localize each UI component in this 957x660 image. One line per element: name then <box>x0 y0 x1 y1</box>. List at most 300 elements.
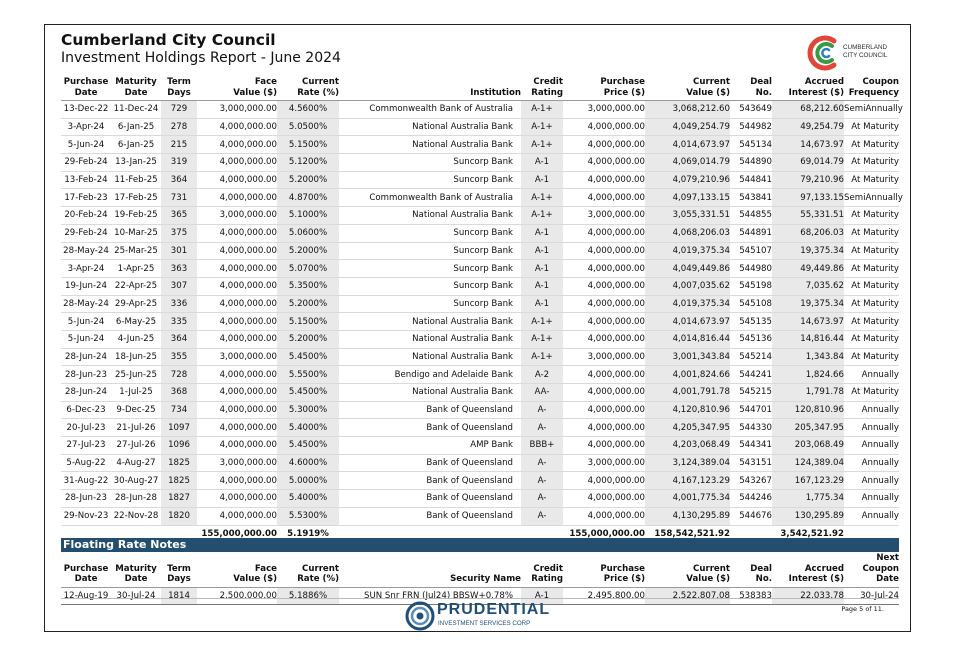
cell-credit-rating: A- <box>521 472 563 490</box>
cell-current-value: 4,079,210.96 <box>645 171 730 189</box>
cell-face-value: 4,000,000.00 <box>197 507 277 525</box>
cell-credit-rating: A-1 <box>521 242 563 260</box>
holding-row <box>61 419 899 437</box>
cell-coupon-frequency: Annually <box>844 472 899 490</box>
cell-purchase-price: 4,000,000.00 <box>563 472 645 490</box>
cell-maturity-date: 4-Jun-25 <box>111 330 161 348</box>
cell-institution: Suncorp Bank <box>339 154 521 172</box>
cell-purchase-date: 13-Feb-24 <box>61 171 111 189</box>
holding-row <box>61 454 899 472</box>
cell-maturity-date: 30-Aug-27 <box>111 472 161 490</box>
cell-deal-no: 544241 <box>730 366 772 384</box>
holding-row <box>61 277 899 295</box>
cell-current-value: 4,014,673.97 <box>645 313 730 331</box>
column-header-line: Security Name <box>450 574 521 584</box>
holding-row <box>61 437 899 455</box>
cell-face-value: 4,000,000.00 <box>197 472 277 490</box>
cell-institution: Bank of Queensland <box>339 454 521 472</box>
cell-coupon-frequency: At Maturity <box>844 348 899 366</box>
cell-institution: National Australia Bank <box>339 136 521 154</box>
column-header-line: Maturity <box>115 77 157 87</box>
cell-credit-rating: A-1+ <box>521 136 563 154</box>
cell-purchase-price: 3,000,000.00 <box>563 348 645 366</box>
column-header-line: Value ($) <box>686 87 730 98</box>
cell-face-value: 4,000,000.00 <box>197 171 277 189</box>
holding-row <box>61 171 899 189</box>
cell-credit-rating: A-1 <box>521 171 563 189</box>
cell-coupon-frequency: SemiAnnually <box>844 189 899 207</box>
column-header-line: Coupon <box>862 77 899 87</box>
cell-current-value: 4,019,375.34 <box>645 242 730 260</box>
column-header-line: Date <box>74 87 98 98</box>
cell-face-value: 4,000,000.00 <box>197 118 277 136</box>
holding-row <box>61 118 899 136</box>
cell-institution: Bendigo and Adelaide Bank <box>339 366 521 384</box>
cell-coupon-frequency: Annually <box>844 401 899 419</box>
cell-face-value: 4,000,000.00 <box>197 277 277 295</box>
column-header-line: Purchase <box>63 77 109 87</box>
cell-credit-rating: A- <box>521 490 563 508</box>
cell-purchase-date: 28-May-24 <box>61 295 111 313</box>
cell-term-days: 1096 <box>161 437 197 455</box>
cell-purchase-date: 28-Jun-23 <box>61 490 111 508</box>
cell-current-value: 3,124,389.04 <box>645 454 730 472</box>
cell-term-days: 729 <box>161 101 197 119</box>
cell-current-rate: 4.5600% <box>277 101 339 119</box>
cell-face-value: 4,000,000.00 <box>197 260 277 278</box>
column-header-purchase-price <box>563 553 645 587</box>
cell-credit-rating: A-1 <box>521 260 563 278</box>
cell-deal-no: 545107 <box>730 242 772 260</box>
cell-purchase-price: 3,000,000.00 <box>563 207 645 225</box>
cell-purchase-price: 4,000,000.00 <box>563 330 645 348</box>
column-header-line: Current <box>693 77 730 87</box>
column-header-line: Interest ($) <box>788 574 844 584</box>
cell-deal-no: 544891 <box>730 224 772 242</box>
cell-credit-rating: A-1 <box>521 277 563 295</box>
cell-current-value: 4,167,123.29 <box>645 472 730 490</box>
cell-purchase-price: 4,000,000.00 <box>563 171 645 189</box>
cell-current-rate: 5.1500% <box>277 313 339 331</box>
investment-holdings-table <box>61 77 903 543</box>
column-header-accrued-interest <box>772 553 844 587</box>
cell-institution: Commonwealth Bank of Australia <box>339 189 521 207</box>
cell-deal-no: 544701 <box>730 401 772 419</box>
holding-row <box>61 366 899 384</box>
column-header-line: Days <box>167 574 191 584</box>
cell-credit-rating: A-1+ <box>521 207 563 225</box>
report-page <box>44 24 911 632</box>
column-header-line: Accrued <box>804 77 844 87</box>
council-logo-line2: CITY COUNCIL <box>843 52 888 59</box>
cell-purchase-price: 4,000,000.00 <box>563 118 645 136</box>
cell-term-days: 365 <box>161 207 197 225</box>
cell-current-rate: 5.5500% <box>277 366 339 384</box>
column-header-face-value <box>197 553 277 587</box>
cell-maturity-date: 21-Jul-26 <box>111 419 161 437</box>
cell-deal-no: 544980 <box>730 260 772 278</box>
cell-current-rate: 5.1886% <box>277 587 339 605</box>
cell-maturity-date: 6-May-25 <box>111 313 161 331</box>
column-header-line: Deal <box>750 563 772 574</box>
cell-purchase-date: 12-Aug-19 <box>61 587 111 605</box>
prudential-name: PRUDENTIAL <box>437 601 551 618</box>
cell-current-rate: 5.0500% <box>277 118 339 136</box>
cell-face-value: 3,000,000.00 <box>197 454 277 472</box>
cell-maturity-date: 11-Feb-25 <box>111 171 161 189</box>
column-header-line: Face <box>254 563 277 574</box>
cell-credit-rating: A-1+ <box>521 189 563 207</box>
cell-institution: National Australia Bank <box>339 330 521 348</box>
column-header-current-rate <box>277 553 339 587</box>
cell-accrued-interest: 79,210.96 <box>772 171 844 189</box>
cell-maturity-date: 10-Mar-25 <box>111 224 161 242</box>
column-header-line: Current <box>302 77 339 87</box>
column-header-line: No. <box>755 87 772 98</box>
cell-deal-no: 544855 <box>730 207 772 225</box>
cell-current-value: 3,055,331.51 <box>645 207 730 225</box>
cell-institution: National Australia Bank <box>339 313 521 331</box>
cell-face-value: 4,000,000.00 <box>197 437 277 455</box>
cell-current-value: 4,001,824.66 <box>645 366 730 384</box>
cell-credit-rating: A-1+ <box>521 118 563 136</box>
column-header-line: Term <box>167 77 191 87</box>
cell-deal-no: 544676 <box>730 507 772 525</box>
frn-header-row <box>61 553 899 587</box>
cell-accrued-interest: 22,033.78 <box>772 587 844 605</box>
cell-current-rate: 5.2000% <box>277 330 339 348</box>
cell-term-days: 355 <box>161 348 197 366</box>
cell-term-days: 1825 <box>161 454 197 472</box>
cell-credit-rating: A- <box>521 419 563 437</box>
cell-face-value: 3,000,000.00 <box>197 101 277 119</box>
cell-current-value: 3,001,343.84 <box>645 348 730 366</box>
cell-current-rate: 5.0600% <box>277 224 339 242</box>
cell-deal-no: 543649 <box>730 101 772 119</box>
cell-purchase-date: 6-Dec-23 <box>61 401 111 419</box>
cell-face-value: 4,000,000.00 <box>197 490 277 508</box>
cell-credit-rating: A-1+ <box>521 330 563 348</box>
cell-institution: Suncorp Bank <box>339 171 521 189</box>
cell-accrued-interest: 130,295.89 <box>772 507 844 525</box>
cell-current-rate: 5.3500% <box>277 277 339 295</box>
cell-coupon-frequency: At Maturity <box>844 260 899 278</box>
cell-purchase-price: 4,000,000.00 <box>563 277 645 295</box>
cell-deal-no: 544341 <box>730 437 772 455</box>
prudential-logo <box>405 601 555 631</box>
column-header-accrued-interest <box>772 77 844 101</box>
cell-deal-no: 544330 <box>730 419 772 437</box>
cell-purchase-date: 20-Jul-23 <box>61 419 111 437</box>
holding-row <box>61 136 899 154</box>
cell-accrued-interest: 1,775.34 <box>772 490 844 508</box>
cell-current-rate: 5.4000% <box>277 419 339 437</box>
cell-purchase-date: 13-Dec-22 <box>61 101 111 119</box>
cell-maturity-date: 13-Jan-25 <box>111 154 161 172</box>
cell-coupon-frequency: At Maturity <box>844 242 899 260</box>
cell-credit-rating: A- <box>521 401 563 419</box>
cell-term-days: 301 <box>161 242 197 260</box>
holding-row <box>61 384 899 402</box>
cell-current-rate: 5.0700% <box>277 260 339 278</box>
cell-coupon-frequency: At Maturity <box>844 224 899 242</box>
cell-face-value: 4,000,000.00 <box>197 242 277 260</box>
cell-term-days: 1814 <box>161 587 197 605</box>
total-purchase-price: 155,000,000.00 <box>563 525 645 542</box>
column-header-line: No. <box>755 574 772 584</box>
column-header-line: Rate (%) <box>297 574 339 584</box>
column-header-face-value <box>197 77 277 101</box>
cell-term-days: 375 <box>161 224 197 242</box>
cell-purchase-date: 29-Feb-24 <box>61 224 111 242</box>
cell-coupon-frequency: Annually <box>844 490 899 508</box>
cell-maturity-date: 28-Jun-28 <box>111 490 161 508</box>
holding-row <box>61 189 899 207</box>
holding-row <box>61 507 899 525</box>
prudential-logo-mark-icon <box>405 601 435 631</box>
holding-row <box>61 330 899 348</box>
cell-coupon-frequency: Annually <box>844 454 899 472</box>
cell-purchase-date: 5-Jun-24 <box>61 136 111 154</box>
cell-purchase-price: 4,000,000.00 <box>563 507 645 525</box>
cell-term-days: 1097 <box>161 419 197 437</box>
cell-current-value: 3,068,212.60 <box>645 101 730 119</box>
total-accrued-interest: 3,542,521.92 <box>772 525 844 542</box>
cell-deal-no: 545134 <box>730 136 772 154</box>
column-header-purchase-date <box>61 77 111 101</box>
cell-coupon-frequency: Annually <box>844 366 899 384</box>
cell-accrued-interest: 167,123.29 <box>772 472 844 490</box>
cell-coupon-frequency: At Maturity <box>844 207 899 225</box>
cell-institution: Bank of Queensland <box>339 507 521 525</box>
cell-institution: Bank of Queensland <box>339 401 521 419</box>
cell-current-value: 4,097,133.15 <box>645 189 730 207</box>
cell-term-days: 1827 <box>161 490 197 508</box>
cell-deal-no: 543151 <box>730 454 772 472</box>
column-header-line: Maturity <box>115 563 157 574</box>
column-header-line: Date <box>124 574 148 584</box>
cell-current-rate: 5.1000% <box>277 207 339 225</box>
column-header-institution <box>339 77 521 101</box>
column-header-line: Price ($) <box>603 574 645 584</box>
cell-credit-rating: A-2 <box>521 366 563 384</box>
cell-coupon-frequency: At Maturity <box>844 313 899 331</box>
cell-credit-rating: A-1+ <box>521 313 563 331</box>
column-header-line: Rating <box>531 574 563 584</box>
cell-purchase-price: 4,000,000.00 <box>563 242 645 260</box>
holding-row <box>61 490 899 508</box>
column-header-line: Days <box>167 87 191 98</box>
column-header-line: Rating <box>531 87 563 98</box>
cell-coupon-frequency: Annually <box>844 507 899 525</box>
cell-maturity-date: 6-Jan-25 <box>111 118 161 136</box>
column-header-purchase-date <box>61 553 111 587</box>
column-header-line: Rate (%) <box>297 87 339 98</box>
column-header-line: Value ($) <box>233 87 277 98</box>
column-header-line: Purchase <box>600 563 645 574</box>
cell-face-value: 4,000,000.00 <box>197 295 277 313</box>
council-logo <box>807 33 903 75</box>
cell-current-value: 4,069,014.79 <box>645 154 730 172</box>
cell-face-value: 4,000,000.00 <box>197 384 277 402</box>
column-header-line: Next Coupon <box>862 553 899 574</box>
holding-row <box>61 154 899 172</box>
cell-accrued-interest: 1,824.66 <box>772 366 844 384</box>
cell-purchase-price: 4,000,000.00 <box>563 154 645 172</box>
cell-institution: National Australia Bank <box>339 384 521 402</box>
column-header-purchase-price <box>563 77 645 101</box>
column-header-coupon-frequency <box>844 77 899 101</box>
cell-credit-rating: A- <box>521 507 563 525</box>
cell-current-value: 4,001,791.78 <box>645 384 730 402</box>
cell-deal-no: 543267 <box>730 472 772 490</box>
cell-accrued-interest: 14,673.97 <box>772 313 844 331</box>
council-logo-text <box>843 44 887 60</box>
cell-credit-rating: A- <box>521 454 563 472</box>
cell-accrued-interest: 1,791.78 <box>772 384 844 402</box>
column-header-current-value <box>645 553 730 587</box>
cell-current-value: 2,522,807.08 <box>645 587 730 605</box>
cell-face-value: 4,000,000.00 <box>197 224 277 242</box>
column-header-term-days <box>161 553 197 587</box>
cell-current-rate: 5.2000% <box>277 295 339 313</box>
cell-institution: National Australia Bank <box>339 348 521 366</box>
cell-term-days: 364 <box>161 171 197 189</box>
cell-coupon-frequency: At Maturity <box>844 384 899 402</box>
holding-row <box>61 472 899 490</box>
cell-maturity-date: 25-Mar-25 <box>111 242 161 260</box>
column-header-line: Current <box>693 563 730 574</box>
cell-purchase-date: 5-Aug-22 <box>61 454 111 472</box>
cell-maturity-date: 22-Nov-28 <box>111 507 161 525</box>
holdings-header-row <box>61 77 899 101</box>
cell-face-value: 2,500,000.00 <box>197 587 277 605</box>
cell-term-days: 215 <box>161 136 197 154</box>
cell-current-value: 4,049,449.86 <box>645 260 730 278</box>
cell-purchase-price: 4,000,000.00 <box>563 189 645 207</box>
column-header-line: Institution <box>470 87 521 98</box>
cell-current-rate: 5.3000% <box>277 401 339 419</box>
cell-deal-no: 545198 <box>730 277 772 295</box>
cell-coupon-frequency: At Maturity <box>844 277 899 295</box>
cell-deal-no: 545215 <box>730 384 772 402</box>
cell-deal-no: 538383 <box>730 587 772 605</box>
cell-current-rate: 5.1200% <box>277 154 339 172</box>
cell-current-value: 4,068,206.03 <box>645 224 730 242</box>
cell-purchase-price: 2,495,800.00 <box>563 587 645 605</box>
column-header-credit-rating <box>521 553 563 587</box>
column-header-line: Date <box>876 574 899 584</box>
cell-purchase-price: 4,000,000.00 <box>563 366 645 384</box>
column-header-line: Date <box>124 87 148 98</box>
cell-credit-rating: A-1 <box>521 154 563 172</box>
cell-coupon-frequency: Annually <box>844 437 899 455</box>
column-header-line: Current <box>302 563 339 574</box>
column-header-credit-rating <box>521 77 563 101</box>
cell-coupon-frequency: SemiAnnually <box>844 101 899 119</box>
cell-coupon-frequency: At Maturity <box>844 330 899 348</box>
cell-maturity-date: 18-Jun-25 <box>111 348 161 366</box>
cell-face-value: 3,000,000.00 <box>197 207 277 225</box>
cell-purchase-date: 3-Apr-24 <box>61 118 111 136</box>
cell-face-value: 4,000,000.00 <box>197 154 277 172</box>
cell-purchase-price: 4,000,000.00 <box>563 437 645 455</box>
cell-coupon-frequency: Annually <box>844 419 899 437</box>
cell-institution: Bank of Queensland <box>339 490 521 508</box>
total-current-rate: 5.1919% <box>277 525 339 542</box>
report-title: Investment Holdings Report - June 2024 <box>61 50 341 66</box>
council-logo-mark-icon <box>807 33 841 73</box>
column-header-line: Date <box>74 574 98 584</box>
cell-credit-rating: A-1 <box>521 224 563 242</box>
cell-institution: Suncorp Bank <box>339 277 521 295</box>
cell-institution: Commonwealth Bank of Australia <box>339 101 521 119</box>
cell-current-rate: 4.8700% <box>277 189 339 207</box>
cell-accrued-interest: 14,816.44 <box>772 330 844 348</box>
cell-accrued-interest: 1,343.84 <box>772 348 844 366</box>
holding-row <box>61 348 899 366</box>
cell-accrued-interest: 49,449.86 <box>772 260 844 278</box>
cell-purchase-price: 4,000,000.00 <box>563 224 645 242</box>
cell-maturity-date: 29-Apr-25 <box>111 295 161 313</box>
cell-purchase-price: 4,000,000.00 <box>563 260 645 278</box>
holding-row <box>61 313 899 331</box>
cell-face-value: 4,000,000.00 <box>197 136 277 154</box>
cell-maturity-date: 25-Jun-25 <box>111 366 161 384</box>
column-header-line: Credit <box>533 77 563 87</box>
column-header-term-days <box>161 77 197 101</box>
cell-maturity-date: 1-Jul-25 <box>111 384 161 402</box>
cell-accrued-interest: 205,347.95 <box>772 419 844 437</box>
cell-term-days: 363 <box>161 260 197 278</box>
cell-institution: National Australia Bank <box>339 207 521 225</box>
cell-accrued-interest: 19,375.34 <box>772 295 844 313</box>
cell-term-days: 364 <box>161 330 197 348</box>
holding-row <box>61 101 899 119</box>
cell-maturity-date: 4-Aug-27 <box>111 454 161 472</box>
cell-credit-rating: AA- <box>521 384 563 402</box>
cell-current-value: 4,205,347.95 <box>645 419 730 437</box>
column-header-line: Interest ($) <box>788 87 844 98</box>
cell-institution: Suncorp Bank <box>339 295 521 313</box>
cell-deal-no: 544841 <box>730 171 772 189</box>
cell-current-value: 4,007,035.62 <box>645 277 730 295</box>
cell-purchase-date: 28-Jun-24 <box>61 384 111 402</box>
cell-purchase-date: 5-Jun-24 <box>61 313 111 331</box>
cell-purchase-date: 19-Jun-24 <box>61 277 111 295</box>
cell-current-value: 4,130,295.89 <box>645 507 730 525</box>
cell-institution: Bank of Queensland <box>339 472 521 490</box>
cell-current-rate: 5.4000% <box>277 490 339 508</box>
cell-maturity-date: 22-Apr-25 <box>111 277 161 295</box>
column-header-line: Deal <box>750 77 772 87</box>
holding-row <box>61 401 899 419</box>
total-current-value: 158,542,521.92 <box>645 525 730 542</box>
column-header-current-rate <box>277 77 339 101</box>
column-header-deal-no <box>730 553 772 587</box>
cell-face-value: 4,000,000.00 <box>197 419 277 437</box>
column-header-line <box>339 564 521 575</box>
cell-term-days: 734 <box>161 401 197 419</box>
cell-face-value: 4,000,000.00 <box>197 189 277 207</box>
cell-term-days: 335 <box>161 313 197 331</box>
cell-current-value: 4,203,068.49 <box>645 437 730 455</box>
cell-purchase-date: 20-Feb-24 <box>61 207 111 225</box>
cell-current-rate: 5.2000% <box>277 242 339 260</box>
cell-coupon-frequency: At Maturity <box>844 154 899 172</box>
cell-institution: National Australia Bank <box>339 118 521 136</box>
cell-purchase-price: 4,000,000.00 <box>563 313 645 331</box>
